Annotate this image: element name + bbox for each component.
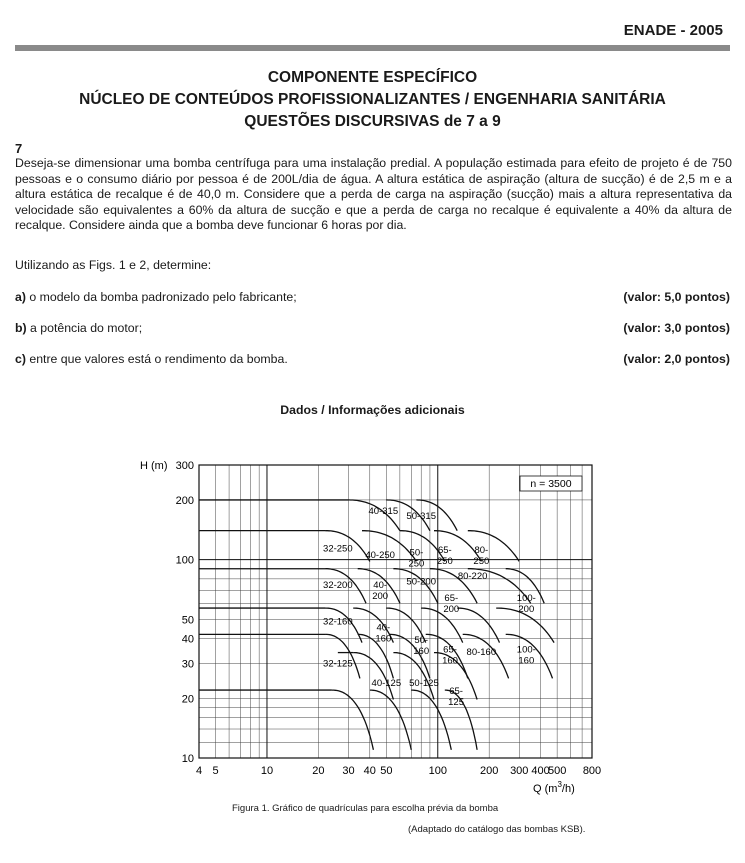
pump-model-label: 40-160: [375, 622, 392, 645]
question-item-a: [15, 290, 730, 304]
pump-model-label: 50-250: [408, 547, 425, 570]
item-points: (valor: 3,0 pontos): [623, 321, 730, 335]
pump-model-label: 50-315: [406, 511, 437, 523]
pump-model-label: 32-200: [323, 579, 353, 591]
question-intro: Utilizando as Figs. 1 e 2, determine:: [15, 258, 212, 272]
pump-model-label: 65-160: [442, 644, 458, 667]
pump-curve: [411, 690, 451, 750]
pump-model-label: 50-160: [413, 634, 430, 657]
speed-label: n = 3500: [530, 478, 572, 490]
item-text: a potência do motor;: [26, 321, 143, 335]
item-points: (valor: 2,0 pontos): [623, 352, 730, 366]
pump-curve: [393, 653, 434, 700]
title-line-1: COMPONENTE ESPECÍFICO: [267, 69, 478, 86]
title-line-3: QUESTÕES DISCURSIVAS de 7 a 9: [244, 113, 501, 130]
pump-model-label: 32-125: [323, 658, 353, 670]
y-tick-label: 10: [181, 753, 194, 765]
pump-model-label: 40-315: [368, 505, 399, 517]
speed-box: [520, 476, 582, 491]
pump-model-label: 50-200: [406, 576, 437, 588]
exam-label: ENADE - 2005: [623, 22, 723, 39]
pump-curve: [370, 690, 412, 750]
x-tick-label: 200: [479, 765, 499, 777]
x-tick-label: 500: [547, 765, 567, 777]
pump-model-label: 100-160: [516, 644, 536, 667]
y-tick-label: 20: [181, 693, 194, 706]
x-tick-label: 30: [342, 765, 355, 777]
pump-selection-chart: [0, 440, 745, 800]
x-tick-label: 100: [428, 765, 447, 777]
figure-source: (Adaptado do catálogo das bombas KSB).: [408, 824, 586, 835]
data-heading: Dados / Informações adicionais: [280, 403, 465, 417]
item-text: o modelo da bomba padronizado pelo fabricante;: [25, 290, 297, 304]
title-line-2: NÚCLEO DE CONTEÚDOS PROFISSIONALIZANTES / ENGENHARIA SANITÁRIA: [79, 91, 666, 108]
item-text: entre que valores está o rendimento da bomba.: [25, 352, 288, 366]
question-item-b: [15, 321, 730, 335]
x-tick-label: 10: [260, 765, 274, 777]
figure-caption: Figura 1. Gráfico de quadrículas para escolha prévia da bomba: [232, 803, 499, 814]
x-tick-label: 5: [212, 765, 219, 777]
pump-curve: [332, 690, 374, 750]
pump-model-label: 40-250: [365, 549, 395, 561]
question-statement: Deseja-se dimensionar uma bomba centrífuga para uma instalação predial. A população estimada para efeito de projeto é de 750 pessoas e o consumo diário por pessoa é de 200L/dia de água. A altura estática de aspiração (altura de sucção) é de 2,5 m e a altura estática de recalque é de 40,0 m. Considere que a perda de carga na aspiração (sucção) mais a altura representativa da velocidade são equivalentes a 60% da altura de sucção e que a perda de carga no recalque é equivalente a 40% da altura de recalque. Considere ainda que a bomba deve funcionar 6 horas por dia.: [15, 156, 732, 232]
pump-model-label: 40-200: [372, 579, 389, 602]
y-tick-label: 30: [181, 658, 194, 671]
x-tick-label: 20: [312, 765, 325, 777]
question-number: 7: [15, 141, 23, 156]
pump-model-label: 40-125: [371, 678, 402, 690]
x-tick-label: 40: [363, 765, 376, 777]
pump-model-label: 80-250: [473, 545, 490, 568]
y-tick-label: 50: [181, 614, 194, 627]
section-titles: [0, 67, 745, 133]
item-points: (valor: 5,0 pontos): [623, 290, 730, 304]
pump-model-label: 80-220: [457, 570, 488, 582]
pump-model-label: 65-250: [436, 545, 453, 568]
pump-model-label: 32-250: [323, 543, 353, 555]
y-tick-label: 300: [175, 460, 194, 472]
pump-model-label: 80-160: [466, 647, 497, 659]
item-letter: c): [15, 352, 26, 366]
pump-model-label: 32-160: [323, 616, 353, 628]
x-tick-label: 400: [531, 765, 550, 777]
x-tick-label: 4: [195, 765, 203, 777]
item-letter: a): [15, 290, 26, 304]
y-axis-label: H (m): [140, 460, 168, 472]
pump-model-label: 65-200: [443, 592, 460, 615]
pump-model-label: 65-125: [448, 686, 464, 709]
y-tick-label: 40: [181, 633, 194, 646]
x-tick-label: 800: [582, 765, 602, 777]
header-rule: [15, 45, 730, 51]
question-item-c: [15, 352, 730, 366]
x-axis-label: Q $(m^3/h)$: [533, 780, 575, 795]
pump-curve: [325, 634, 360, 678]
x-tick-label: 300: [510, 765, 529, 777]
y-tick-label: 200: [175, 494, 194, 507]
pump-labels: [323, 506, 536, 708]
pump-model-label: 100-200: [516, 592, 536, 615]
pump-model-label: 50-125: [409, 678, 439, 690]
item-letter: b): [15, 321, 27, 335]
x-tick-label: 50: [380, 765, 393, 777]
y-tick-label: 100: [175, 554, 194, 567]
